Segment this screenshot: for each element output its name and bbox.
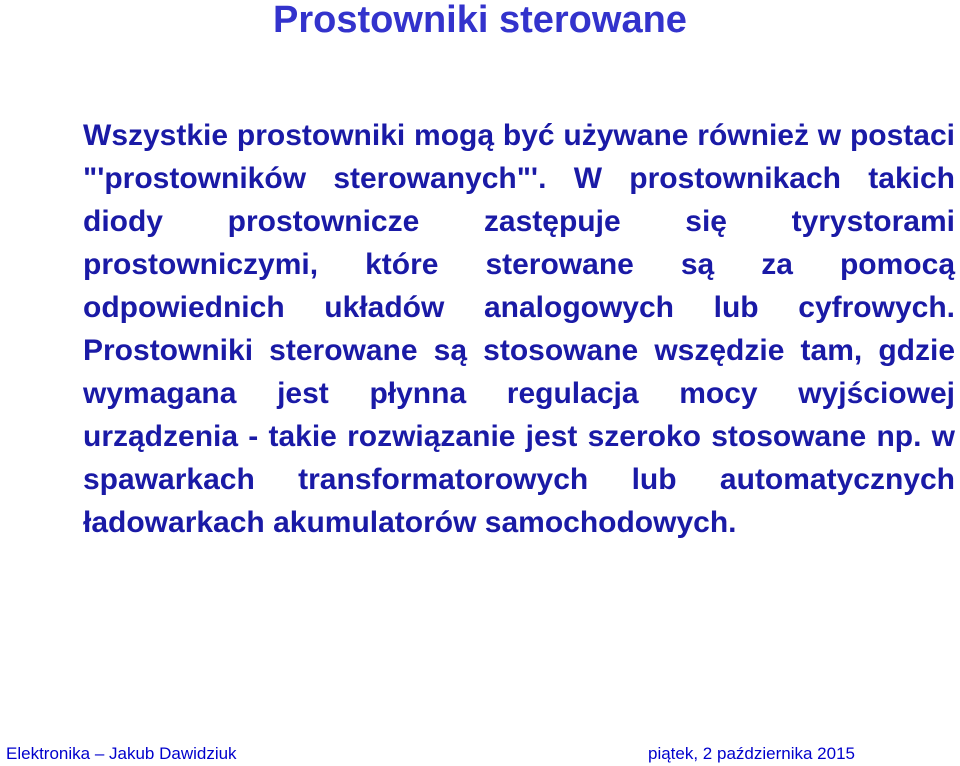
footer-date: piątek, 2 października 2015 (648, 744, 855, 763)
slide-title: Prostowniki sterowane (273, 0, 687, 41)
slide-body-text: Wszystkie prostowniki mogą być używane również w postaci "'prostowników sterowanych"'. W prostownikach takich diody prostownicze zastępuje się tyrystorami prostowniczymi, które sterowane są za pomocą odpowiednich układów analogowych lub cyfrowych. Prostowniki sterowane są stosowane wszędzie tam, gdzie wymagana jest płynna regulacja mocy wyjściowej urządzenia - takie rozwiązanie jest szeroko stosowane np. w spawarkach transformatorowych lub automatycznych ładowarkach akumulatorów samochodowych. (83, 119, 955, 539)
footer-author: Elektronika – Jakub Dawidziuk (6, 744, 237, 763)
slide-footer (0, 740, 960, 766)
